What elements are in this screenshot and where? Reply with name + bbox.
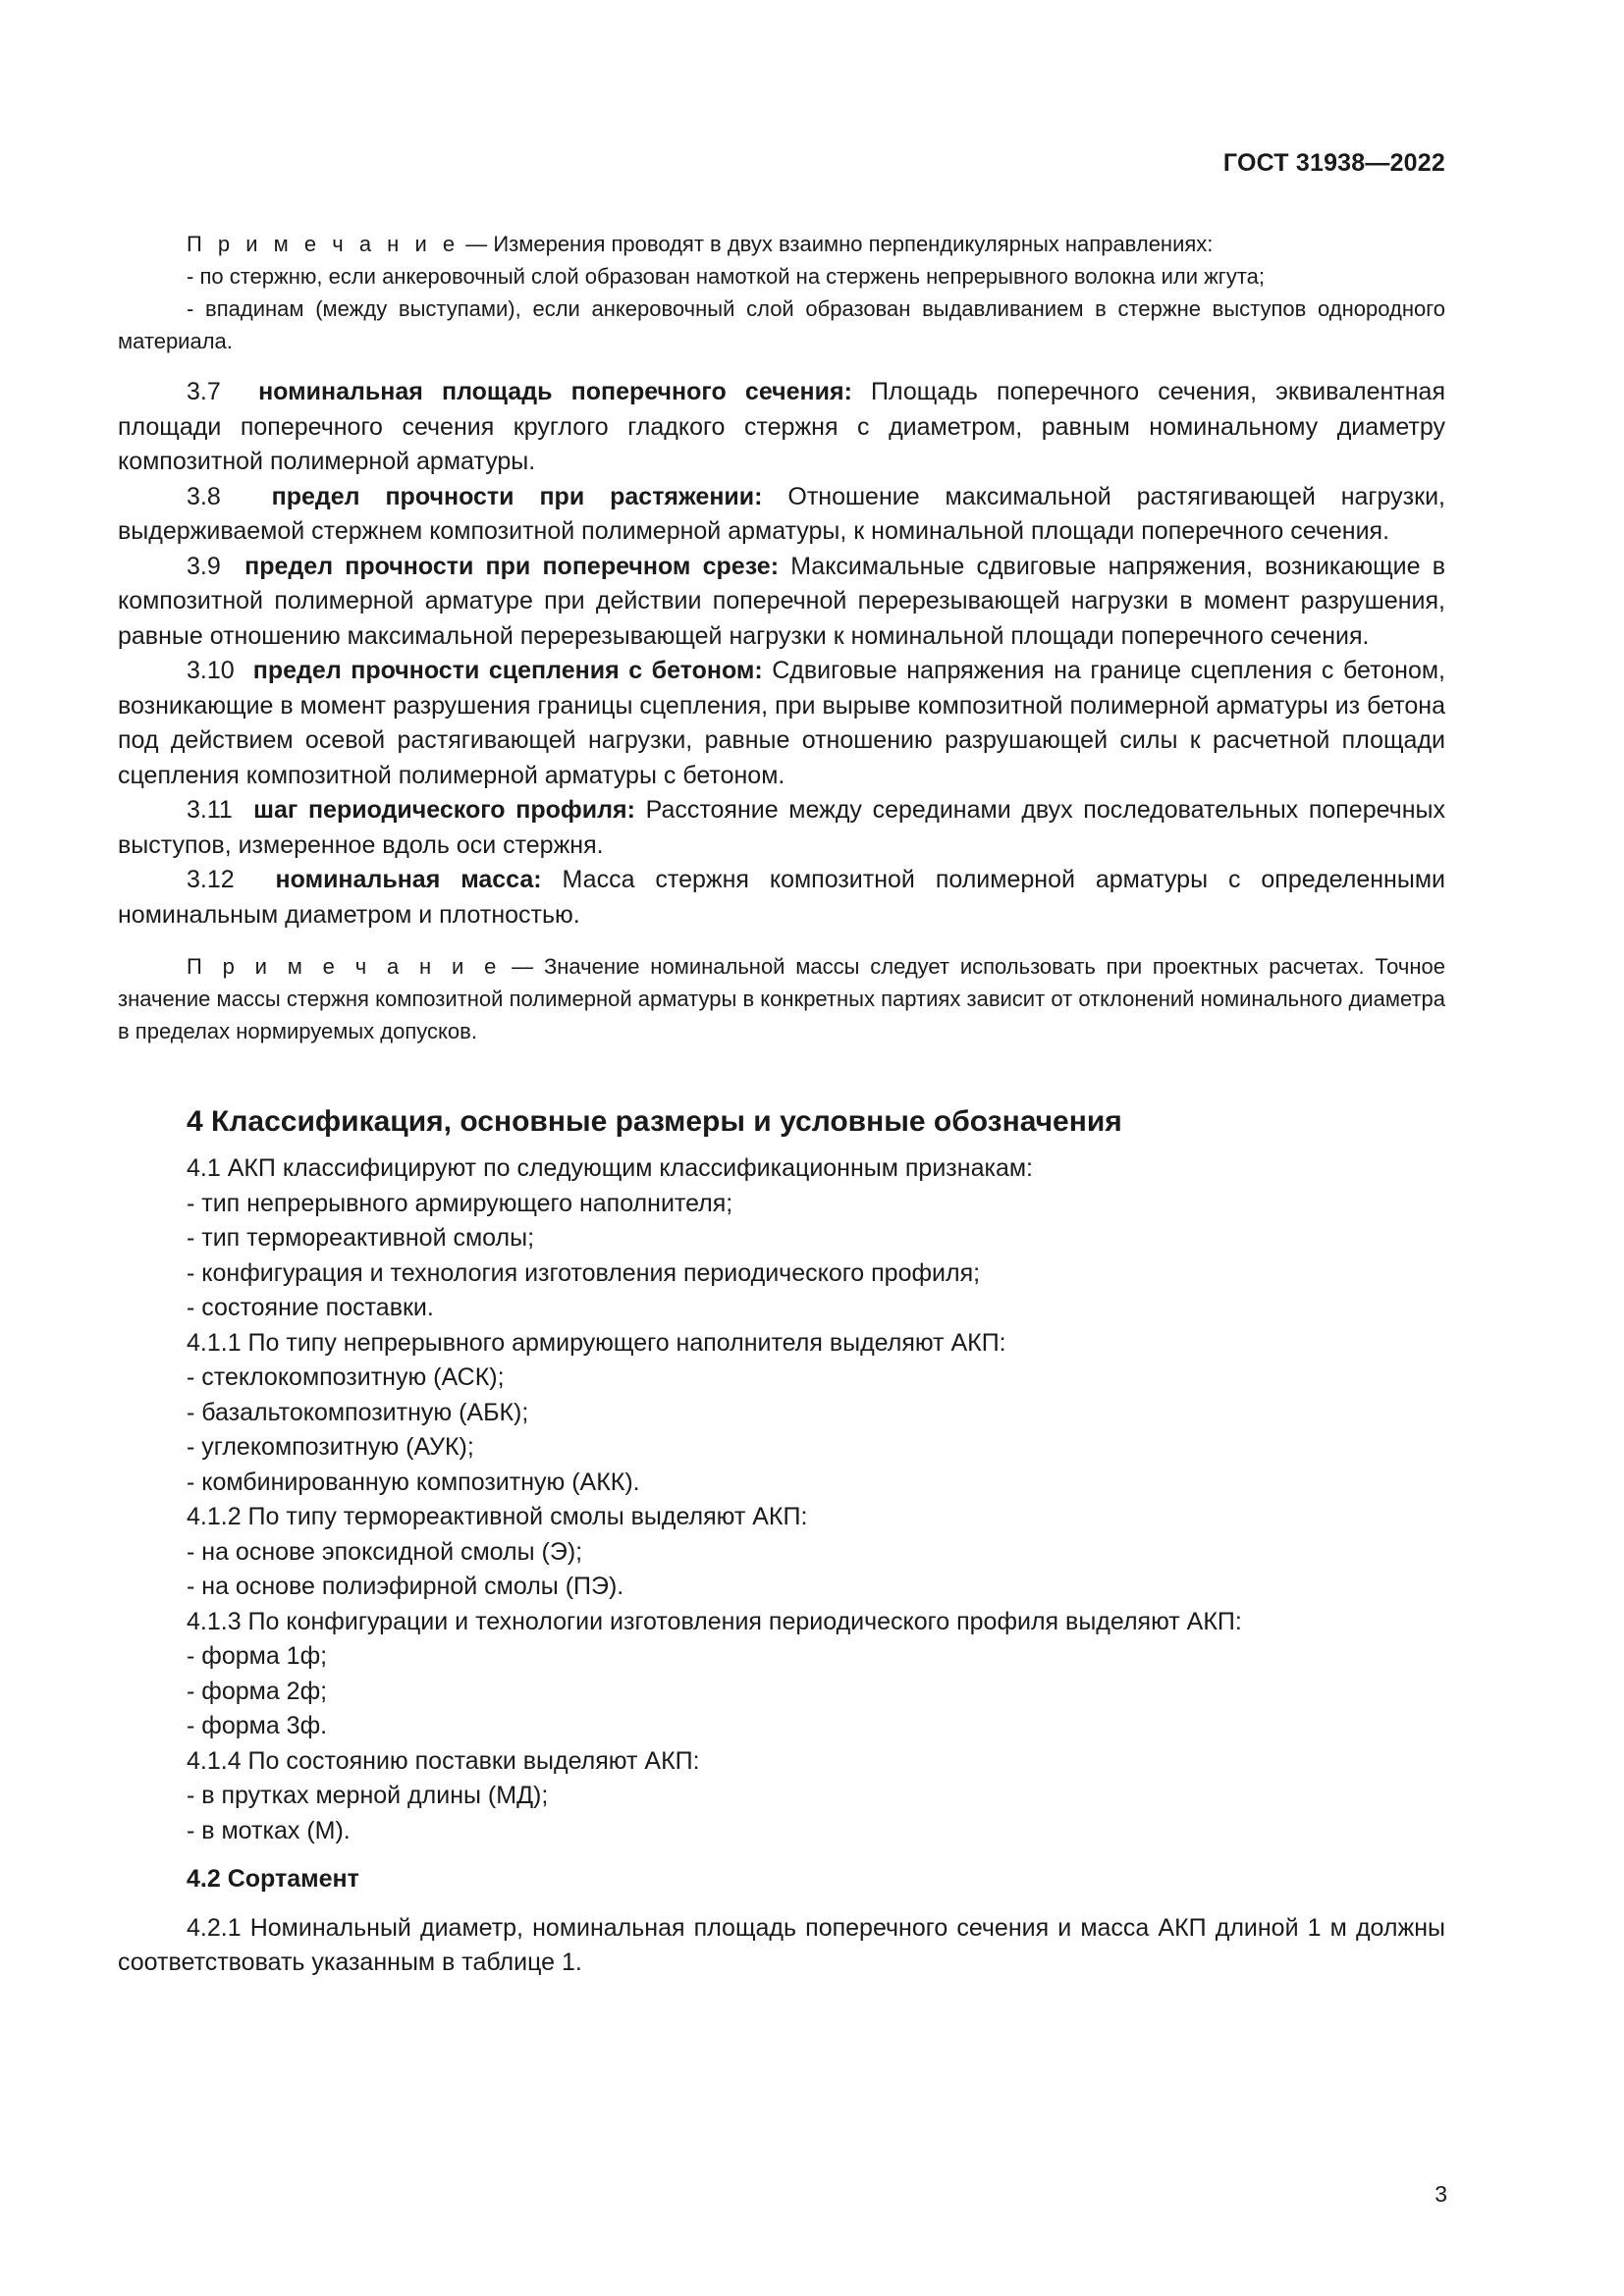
clause-4-1-1: 4.1.1 По типу непрерывного армирующего наполнителя выделяют АКП: <box>187 1328 1006 1357</box>
term-3-11: 3.11 шаг периодического профиля: Расстояние между серединами двух последовательных поперечных выступов, измеренное вдоль оси стержня. <box>118 796 1445 859</box>
list-item: - на основе полиэфирной смолы (ПЭ). <box>187 1573 624 1600</box>
list-item: - форма 1ф; <box>187 1642 328 1670</box>
list-item: - на основе эпоксидной смолы (Э); <box>187 1537 583 1566</box>
note-text: — Измерения проводят в двух взаимно перпендикулярных направлениях: <box>460 232 1214 256</box>
list-item: - в мотках (М). <box>187 1816 351 1844</box>
list-item: - комбинированную композитную (АКК). <box>187 1468 640 1496</box>
note-label: П р и м е ч а н и е <box>187 232 460 256</box>
term-3-12: 3.12 номинальная масса: Масса стержня композитной полимерной арматуры с определенными номинальным диаметром и плотностью. <box>118 866 1445 929</box>
list-item: - форма 2ф; <box>187 1677 328 1705</box>
list-item: - в прутках мерной длины (МД); <box>187 1782 549 1809</box>
list-item: - состояние поставки. <box>187 1294 434 1321</box>
note-text: — Значение номинальной массы следует использовать при проектных расчетах. Точное значение массы стержня композитной полимерной арматуры в конкретных партиях зависит от отклонений номинального диаметра в пределах нормируемых допусков. <box>118 954 1445 1043</box>
term-3-9: 3.9 предел прочности при поперечном срезе: Максимальные сдвиговые напряжения, возникающие в композитной полимерной арматуре при действии поперечной перерезывающей нагрузки в момент разрушения, равные отношению максимальной перерезывающей нагрузки к номинальной площади поперечного сечения. <box>118 552 1445 650</box>
term-definition: Масса стержня композитной полимерной арматуры с определенными номинальным диаметром и плотностью. <box>118 866 1445 929</box>
term-name: предел прочности сцепления с бетоном: <box>252 657 763 684</box>
standard-header: ГОСТ 31938—2022 <box>1222 149 1445 177</box>
list-item: - тип термореактивной смолы; <box>187 1224 535 1252</box>
term-definition: Сдвиговые напряжения на границе сцепления с бетоном, возникающие в момент разрушения границы сцепления, при вырыве композитной полимерной арматуры из бетона под действием осевой растягивающей нагрузки, равные отношению разрушающей силы к расчетной площади сцепления композитной полимерной арматуры с бетоном. <box>118 657 1445 789</box>
page-content <box>118 228 1445 1981</box>
term-3-10: 3.10 предел прочности сцепления с бетоном: Сдвиговые напряжения на границе сцепления с бетоном, возникающие в момент разрушения границы сцепления, при вырыве композитной полимерной арматуры из бетона под действием осевой растягивающей нагрузки, равные отношению разрушающей силы к расчетной площади сцепления композитной полимерной арматуры с бетоном. <box>118 657 1445 789</box>
list-item: - тип непрерывного армирующего наполнителя; <box>187 1189 733 1217</box>
clause-4-1-4: 4.1.4 По состоянию поставки выделяют АКП: <box>187 1746 700 1775</box>
term-name: номинальная площадь поперечного сечения: <box>258 378 852 405</box>
list-item: - стеклокомпозитную (АСК); <box>187 1363 505 1391</box>
term-name: шаг периодического профиля: <box>253 796 635 824</box>
clause-4-2-1: 4.2.1 Номинальный диаметр, номинальная площадь поперечного сечения и масса АКП длиной 1 м должны соответствовать указанным в таблице 1. <box>118 1913 1445 1976</box>
term-definition: Расстояние между серединами двух последовательных поперечных выступов, измеренное вдоль оси стержня. <box>118 796 1445 859</box>
note-label: П р и м е ч а н и е <box>187 954 502 979</box>
clause-4-1-2: 4.1.2 По типу термореактивной смолы выделяют АКП: <box>187 1503 808 1530</box>
list-item: - форма 3ф. <box>187 1712 328 1739</box>
note-paragraph <box>118 950 1445 1047</box>
note-item: - впадинам (между выступами), если анкеровочный слой образован выдавливанием в стержне выступов однородного материала. <box>118 296 1445 353</box>
clause-4-1: 4.1 АКП классифицируют по следующим классификационным признакам: <box>187 1154 1033 1182</box>
term-definition: Площадь поперечного сечения, эквивалентная площади поперечного сечения круглого гладкого стержня с диаметром, равным номинальному диаметру композитной полимерной арматуры. <box>118 378 1445 475</box>
clause-4-1-3: 4.1.3 По конфигурации и технологии изготовления периодического профиля выделяют АКП: <box>187 1607 1242 1635</box>
list-item: - углекомпозитную (АУК); <box>187 1433 474 1461</box>
term-3-8: 3.8 предел прочности при растяжении: Отношение максимальной растягивающей нагрузки, выдерживаемой стержнем композитной полимерной арматуры, к номинальной площади поперечного сечения. <box>118 482 1445 545</box>
page-number: 3 <box>1435 2181 1447 2207</box>
note-paragraph <box>118 228 1445 260</box>
term-name: предел прочности при поперечном срезе: <box>244 552 780 580</box>
term-definition: Отношение максимальной растягивающей нагрузки, выдерживаемой стержнем композитной полимерной арматуры, к номинальной площади поперечного сечения. <box>118 482 1445 545</box>
term-name: номинальная масса: <box>275 866 542 893</box>
term-name: предел прочности при растяжении: <box>271 482 763 510</box>
list-item: - базальтокомпозитную (АБК); <box>187 1398 529 1426</box>
section-title: 4 Классификация, основные размеры и условные обозначения <box>187 1105 1122 1138</box>
term-3-7: 3.7 номинальная площадь поперечного сечения: Площадь поперечного сечения, эквивалентная площади поперечного сечения круглого гладкого стержня с диаметром, равным номинальному диаметру композитной полимерной арматуры. <box>118 378 1445 475</box>
term-definition: Максимальные сдвиговые напряжения, возникающие в композитной полимерной арматуре при действии поперечной перерезывающей нагрузки в момент разрушения, равные отношению максимальной перерезывающей нагрузки к номинальной площади поперечного сечения. <box>118 552 1445 650</box>
list-item: - конфигурация и технология изготовления периодического профиля; <box>187 1258 981 1287</box>
note-item: - по стержню, если анкеровочный слой образован намоткой на стержень непрерывного волокна или жгута; <box>187 264 1266 289</box>
subsection-title: 4.2 Сортамент <box>187 1865 359 1893</box>
